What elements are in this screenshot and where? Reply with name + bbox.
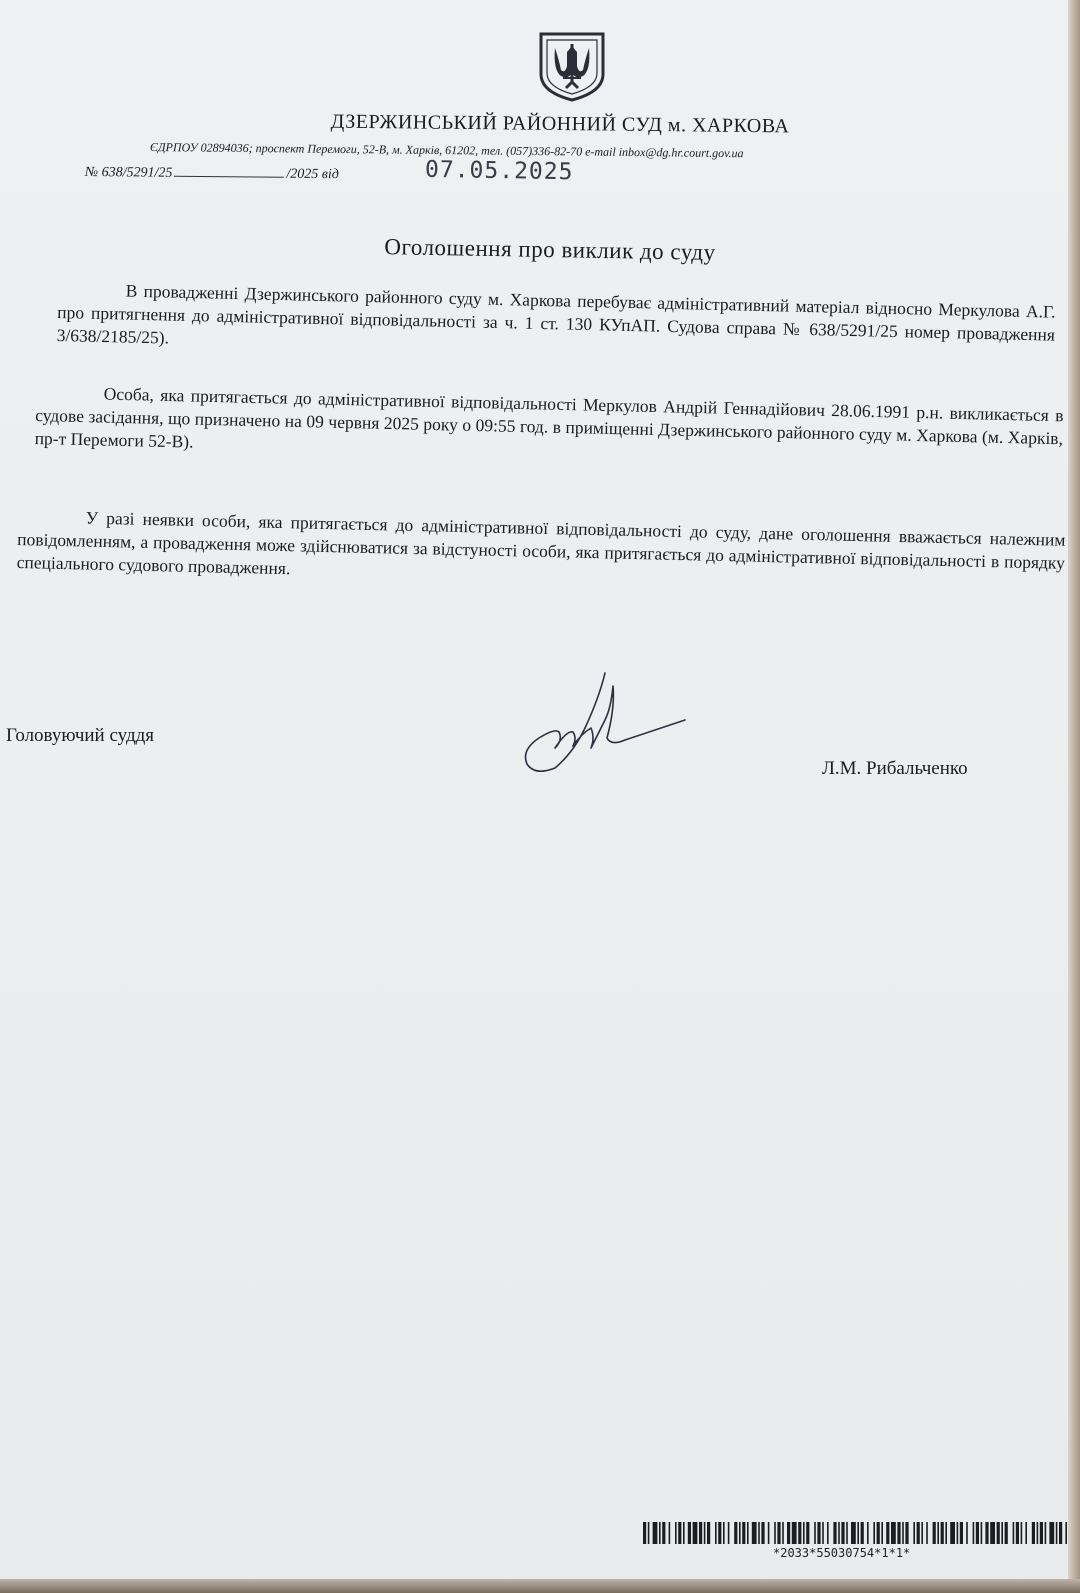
- barcode-bar: [960, 1522, 963, 1544]
- barcode-bar: [833, 1522, 836, 1544]
- barcode-bar: [1016, 1522, 1019, 1544]
- barcode-bar: [707, 1522, 710, 1544]
- barcode-bar: [981, 1522, 983, 1544]
- barcode-bar: [688, 1522, 691, 1544]
- barcode-bar: [782, 1522, 784, 1544]
- barcode-bar: [653, 1522, 658, 1544]
- outgoing-number: № 638/5291/25: [84, 165, 173, 181]
- document-title: Оголошення про виклик до суду: [384, 234, 716, 265]
- barcode-bar: [777, 1522, 780, 1544]
- barcode-bar: [822, 1522, 824, 1544]
- barcode-bar: [926, 1522, 928, 1544]
- barcode-bar: [718, 1522, 721, 1544]
- barcode-bar: [1021, 1522, 1023, 1544]
- barcode: [643, 1522, 1068, 1544]
- barcode-bar: [886, 1522, 889, 1544]
- paragraph-text: В провадженні Дзержинського районного суду м. Харкова перебуває адміністративний матеріал відносно Меркулова А.Г. про притягнення до адміністративної відповідальності за ч. 1 ст. 130 КУпАП. Судова справа № 638/5291/25 номер провадження 3/638/2185/25).: [56, 280, 1056, 348]
- barcode-bar: [728, 1522, 730, 1544]
- barcode-bar: [1025, 1522, 1027, 1544]
- barcode-bar: [897, 1522, 900, 1544]
- judge-position: Головуючий суддя: [6, 725, 155, 746]
- trident-emblem-icon: [533, 30, 611, 102]
- barcode-bar: [841, 1522, 844, 1544]
- barcode-bar: [803, 1522, 805, 1544]
- court-details: ЄДРПОУ 02894036; проспект Перемоги, 52-В, м. Харків, 61202, тел. (057)336-82-70 e-mail inbox@dg.hr.court.gov.ua: [149, 140, 744, 161]
- barcode-bar: [950, 1522, 955, 1544]
- barcode-bar: [937, 1522, 939, 1544]
- barcode-bar: [976, 1522, 979, 1544]
- barcode-bar: [891, 1522, 896, 1544]
- barcode-bar: [917, 1522, 920, 1544]
- barcode-bar: [838, 1522, 840, 1544]
- barcode-bar: [966, 1522, 968, 1544]
- barcode-bar: [913, 1522, 915, 1544]
- barcode-bar: [921, 1522, 923, 1544]
- barcode-bar: [678, 1522, 681, 1544]
- barcode-bar: [877, 1522, 880, 1544]
- barcode-bar: [662, 1522, 665, 1544]
- barcode-bar: [734, 1522, 737, 1544]
- outgoing-year: /2025 від: [286, 166, 339, 183]
- barcode-bar: [1065, 1522, 1067, 1544]
- barcode-bar: [817, 1522, 820, 1544]
- barcode-bar: [739, 1522, 741, 1544]
- barcode-bar: [747, 1522, 749, 1544]
- barcode-bar: [675, 1522, 677, 1544]
- barcode-bar: [643, 1522, 646, 1544]
- barcode-bar: [985, 1522, 988, 1544]
- paper-edge: [1068, 0, 1080, 1593]
- barcode-bar: [752, 1522, 757, 1544]
- barcode-bar: [957, 1522, 959, 1544]
- barcode-bar: [723, 1522, 725, 1544]
- barcode-bar: [861, 1522, 864, 1544]
- paragraph-consequence: [16, 505, 1065, 598]
- handwritten-date: 07.05.2025: [424, 156, 574, 186]
- barcode-bar: [867, 1522, 869, 1544]
- barcode-bar: [873, 1522, 875, 1544]
- barcode-bar: [648, 1522, 650, 1544]
- barcode-bar: [1040, 1522, 1043, 1544]
- outgoing-number-line: [85, 165, 339, 183]
- court-name: ДЗЕРЖИНСЬКИЙ РАЙОННИЙ СУД м. ХАРКОВА: [330, 110, 790, 138]
- barcode-bar: [881, 1522, 883, 1544]
- judge-name: Л.М. Рибальченко: [822, 758, 968, 779]
- barcode-bar: [941, 1522, 944, 1544]
- barcode-bar: [758, 1522, 760, 1544]
- barcode-bar: [774, 1522, 776, 1544]
- barcode-bar: [742, 1522, 745, 1544]
- barcode-bar: [1045, 1522, 1047, 1544]
- blank-line: [174, 176, 284, 178]
- table-surface: [0, 1579, 1080, 1593]
- barcode-bar: [704, 1522, 706, 1544]
- barcode-bar: [933, 1522, 936, 1544]
- paragraph-case-info: [56, 278, 1055, 370]
- barcode-bar: [846, 1522, 848, 1544]
- paragraph-summons: [34, 381, 1063, 473]
- barcode-bar: [659, 1522, 661, 1544]
- barcode-bar: [973, 1522, 975, 1544]
- handwritten-signature: [515, 668, 695, 778]
- barcode-bar: [715, 1522, 717, 1544]
- barcode-bar: [851, 1522, 856, 1544]
- barcode-bar: [857, 1522, 859, 1544]
- barcode-bar: [902, 1522, 904, 1544]
- barcode-bar: [997, 1522, 1000, 1544]
- barcode-bar: [1049, 1522, 1054, 1544]
- barcode-bar: [806, 1522, 809, 1544]
- barcode-bar: [693, 1522, 698, 1544]
- barcode-bar: [798, 1522, 801, 1544]
- barcode-bar: [683, 1522, 685, 1544]
- barcode-bar: [1037, 1522, 1039, 1544]
- barcode-bar: [787, 1522, 790, 1544]
- barcode-bar: [827, 1522, 829, 1544]
- barcode-number: *2033*55030754*1*1*: [773, 1546, 911, 1560]
- barcode-bar: [990, 1522, 995, 1544]
- paragraph-text: Особа, яка притягається до адміністративної відповідальності Меркулов Андрій Геннадійович 28.06.1991 р.н. викликається в судове засідання, що призначено на 09 червня 2025 року о 09:55 год. в приміщенні Дзержинського районного суду м. Харкова (м. Харків, пр-т Перемоги 52-В).: [34, 383, 1064, 452]
- barcode-bar: [1059, 1522, 1062, 1544]
- barcode-bar: [699, 1522, 702, 1544]
- barcode-bar: [905, 1522, 908, 1544]
- barcode-bar: [1001, 1522, 1003, 1544]
- paragraph-text: У разі неявки особи, яка притягається до адміністративної відповідальності до суду, дане оголошення вважається належним повідомленням, а провадження може здійснюватися за відстуності особи, яка притягається до адміністративної відповідальності в порядку спеціального судового провадження.: [16, 507, 1066, 579]
- barcode-bar: [761, 1522, 764, 1544]
- barcode-bar: [814, 1522, 816, 1544]
- barcode-bar: [792, 1522, 797, 1544]
- barcode-bar: [768, 1522, 770, 1544]
- barcode-bar: [1056, 1522, 1058, 1544]
- barcode-bar: [669, 1522, 671, 1544]
- barcode-bar: [1013, 1522, 1015, 1544]
- barcode-bar: [1032, 1522, 1035, 1544]
- barcode-bar: [1005, 1522, 1008, 1544]
- barcode-bar: [945, 1522, 947, 1544]
